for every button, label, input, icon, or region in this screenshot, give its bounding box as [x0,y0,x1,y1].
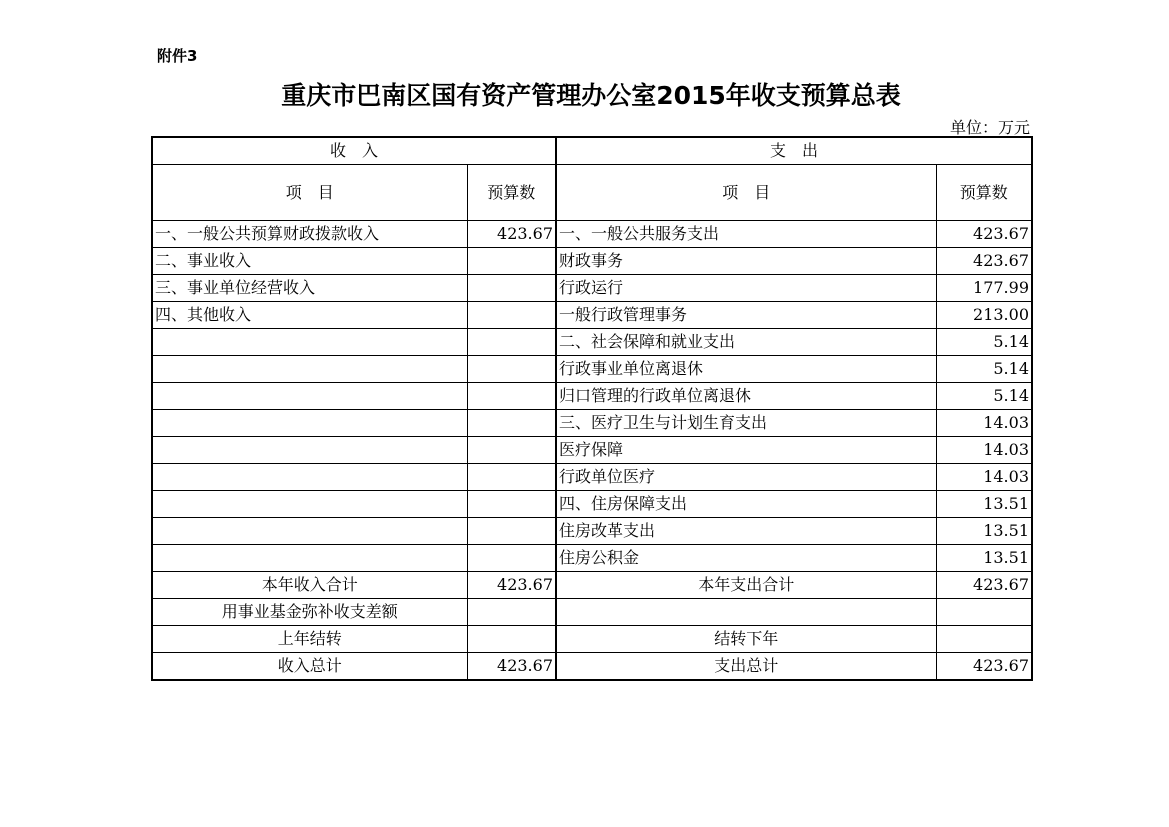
summary-income-item-cell: 收入总计 [152,653,467,681]
table-row [152,464,1032,491]
attachment-label: 附件3 [157,47,198,65]
expense-value-cell: 213.00 [936,302,1032,329]
column-header-row [152,165,1032,221]
expense-item-header: 项 目 [556,165,936,221]
table-row [152,221,1032,248]
expense-value-cell: 5.14 [936,356,1032,383]
income-item-cell: 三、事业单位经营收入 [152,275,467,302]
expense-item-cell: 住房公积金 [556,545,936,572]
table-row [152,275,1032,302]
expense-item-cell: 归口管理的行政单位离退休 [556,383,936,410]
income-value-cell: 423.67 [467,221,556,248]
expense-item-cell: 四、住房保障支出 [556,491,936,518]
income-item-cell [152,383,467,410]
expense-value-cell: 5.14 [936,329,1032,356]
income-value-cell [467,302,556,329]
expense-item-cell: 行政事业单位离退休 [556,356,936,383]
income-item-cell [152,356,467,383]
expense-item-cell: 财政事务 [556,248,936,275]
income-item-cell: 一、一般公共预算财政拨款收入 [152,221,467,248]
summary-expense-value-cell: 423.67 [936,653,1032,681]
summary-income-value-cell: 423.67 [467,653,556,681]
income-item-cell [152,518,467,545]
expense-item-cell: 一、一般公共服务支出 [556,221,936,248]
summary-income-value-cell [467,599,556,626]
income-budget-header: 预算数 [467,165,556,221]
expense-value-cell: 14.03 [936,410,1032,437]
expense-budget-header: 预算数 [936,165,1032,221]
income-item-cell [152,410,467,437]
expense-value-cell: 423.67 [936,248,1032,275]
income-item-cell [152,437,467,464]
table-row [152,518,1032,545]
income-value-cell [467,491,556,518]
table-row [152,356,1032,383]
summary-expense-value-cell: 423.67 [936,572,1032,599]
expense-item-cell: 医疗保障 [556,437,936,464]
table-row [152,383,1032,410]
table-row [152,248,1032,275]
summary-income-item-cell: 上年结转 [152,626,467,653]
income-value-cell [467,437,556,464]
table-row [152,545,1032,572]
income-value-cell [467,383,556,410]
summary-expense-item-cell: 本年支出合计 [556,572,936,599]
income-value-cell [467,356,556,383]
summary-row [152,626,1032,653]
income-value-cell [467,518,556,545]
income-item-cell [152,491,467,518]
expense-header: 支 出 [556,137,1032,165]
unit-label: 单位：万元 [949,118,1030,137]
budget-table [151,136,1033,681]
expense-value-cell: 13.51 [936,518,1032,545]
income-item-cell [152,464,467,491]
table-row [152,491,1032,518]
summary-row [152,653,1032,681]
summary-row [152,572,1032,599]
page-title: 重庆市巴南区国有资产管理办公室2015年收支预算总表 [281,81,901,110]
expense-item-cell: 二、社会保障和就业支出 [556,329,936,356]
summary-income-item-cell: 用事业基金弥补收支差额 [152,599,467,626]
expense-item-cell: 行政单位医疗 [556,464,936,491]
income-item-cell: 四、其他收入 [152,302,467,329]
expense-item-cell: 住房改革支出 [556,518,936,545]
summary-row [152,599,1032,626]
expense-item-cell: 一般行政管理事务 [556,302,936,329]
income-item-cell: 二、事业收入 [152,248,467,275]
summary-expense-item-cell: 支出总计 [556,653,936,681]
income-value-cell [467,329,556,356]
expense-value-cell: 14.03 [936,437,1032,464]
income-value-cell [467,545,556,572]
income-item-header: 项 目 [152,165,467,221]
expense-value-cell: 13.51 [936,545,1032,572]
expense-item-cell: 行政运行 [556,275,936,302]
income-item-cell [152,545,467,572]
table-row [152,302,1032,329]
summary-expense-value-cell [936,599,1032,626]
expense-value-cell: 177.99 [936,275,1032,302]
summary-expense-item-cell [556,599,936,626]
summary-income-value-cell: 423.67 [467,572,556,599]
section-header-row [152,137,1032,165]
table-row [152,329,1032,356]
expense-value-cell: 423.67 [936,221,1032,248]
summary-expense-value-cell [936,626,1032,653]
summary-income-value-cell [467,626,556,653]
income-item-cell [152,329,467,356]
income-value-cell [467,248,556,275]
expense-item-cell: 三、医疗卫生与计划生育支出 [556,410,936,437]
expense-value-cell: 13.51 [936,491,1032,518]
income-value-cell [467,464,556,491]
summary-income-item-cell: 本年收入合计 [152,572,467,599]
income-value-cell [467,275,556,302]
expense-value-cell: 14.03 [936,464,1032,491]
income-header: 收 入 [152,137,556,165]
income-value-cell [467,410,556,437]
table-row [152,410,1032,437]
table-row [152,437,1032,464]
summary-expense-item-cell: 结转下年 [556,626,936,653]
expense-value-cell: 5.14 [936,383,1032,410]
